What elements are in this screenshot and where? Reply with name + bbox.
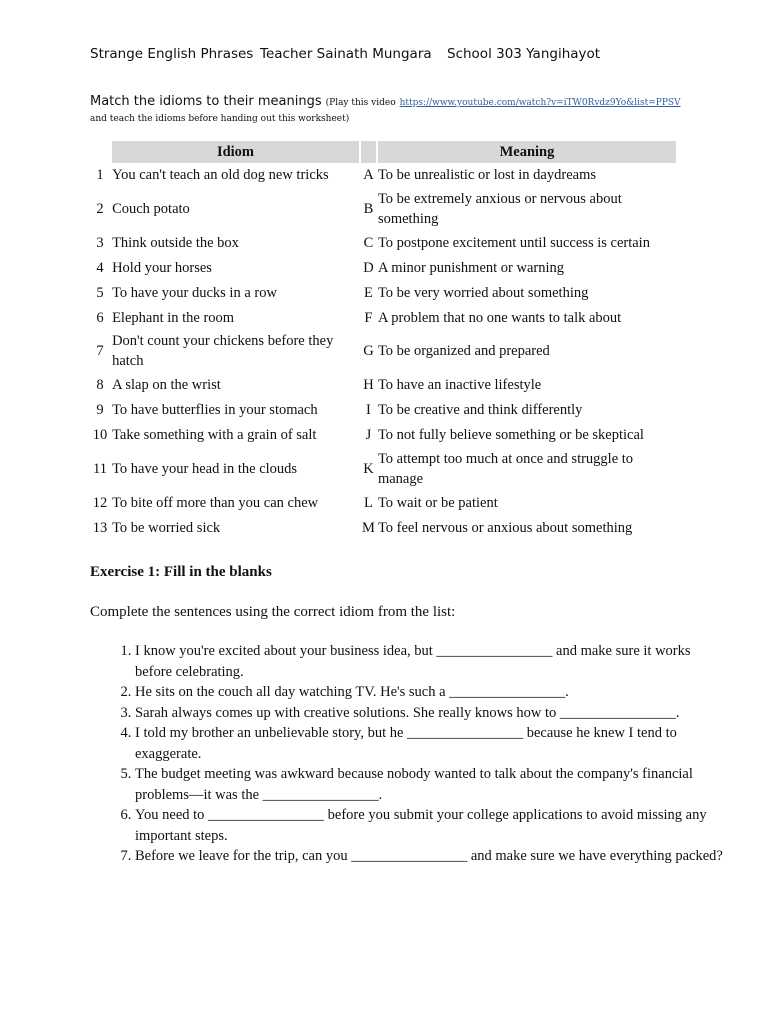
- table-row: [90, 188, 676, 231]
- idiom-text: Think outside the box: [112, 235, 239, 252]
- meaning-letter: C: [363, 235, 374, 252]
- idiom-text: To have your ducks in a row: [112, 284, 277, 301]
- matching-instructions: [90, 94, 690, 126]
- video-link[interactable]: https://www.youtube.com/watch?v=iTW0Rvdz9Yo&list=PPSV: [399, 98, 681, 108]
- instructions-note-suffix: and teach the idioms before handing out this worksheet): [90, 114, 350, 124]
- table-row: [90, 163, 676, 188]
- idiom-text: To have butterflies in your stomach: [112, 402, 318, 419]
- idiom-text: Couch potato: [112, 201, 190, 218]
- table-row: [90, 330, 676, 373]
- meaning-letter: G: [363, 343, 374, 360]
- list-item: 1. I know you're excited about your business idea, but ________________ and make sure it works before celebrating.: [135, 641, 725, 682]
- sentence-list: [90, 641, 725, 867]
- list-item: 4. I told my brother an unbelievable story, but he ________________ because he knew I tend to exaggerate.: [135, 723, 725, 764]
- meaning-letter: A: [363, 167, 374, 184]
- instructions-note-prefix: (Play this video: [325, 98, 396, 108]
- idiom-text: You can't teach an old dog new tricks: [112, 167, 329, 184]
- table-row: [90, 373, 676, 398]
- idiom-column-header: Idiom: [112, 141, 359, 163]
- table-row: [90, 423, 676, 448]
- meaning-letter: K: [363, 460, 374, 477]
- idiom-number: 13: [92, 519, 108, 536]
- list-item: 7. Before we leave for the trip, can you ________________ and make sure we have everything packed?: [135, 846, 725, 867]
- table-header-row: [90, 141, 676, 163]
- teacher-name: Teacher Sainath Mungara: [260, 46, 432, 62]
- idiom-number: 5: [96, 284, 104, 301]
- meaning-text: To wait or be patient: [377, 494, 498, 511]
- meaning-letter: L: [364, 494, 373, 511]
- idiom-number: 6: [96, 309, 104, 326]
- meaning-text: To have an inactive lifestyle: [377, 377, 542, 394]
- idiom-number: 11: [93, 460, 108, 477]
- meaning-text: To not fully believe something or be skeptical: [377, 426, 644, 443]
- meaning-column-header: Meaning: [378, 141, 676, 163]
- idiom-number: 2: [96, 201, 104, 218]
- meaning-text: To attempt too much at once and struggle to manage: [377, 450, 634, 487]
- table-row: [90, 231, 676, 256]
- idiom-text: To be worried sick: [112, 519, 221, 536]
- idiom-text: To bite off more than you can chew: [112, 494, 319, 511]
- idiom-number: 8: [96, 377, 104, 394]
- idiom-text: Take something with a grain of salt: [112, 426, 317, 443]
- table-row: [90, 398, 676, 423]
- meaning-letter: E: [364, 284, 373, 301]
- table-row: [90, 256, 676, 281]
- list-item: 5. The budget meeting was awkward because nobody wanted to talk about the company's financial problems—it was the ________________.: [135, 764, 725, 805]
- idiom-number: 9: [96, 402, 104, 419]
- meaning-letter: J: [365, 426, 372, 443]
- idiom-number: 1: [96, 167, 104, 184]
- meaning-letter: H: [363, 377, 374, 394]
- meaning-text: A minor punishment or warning: [377, 259, 565, 276]
- meaning-text: To postpone excitement until success is certain: [377, 235, 650, 252]
- meaning-text: To be very worried about something: [377, 284, 589, 301]
- school-name: School 303 Yangihayot: [447, 46, 601, 62]
- table-row: [90, 515, 676, 540]
- meaning-letter: F: [364, 309, 373, 326]
- idiom-text: Elephant in the room: [112, 309, 235, 326]
- meaning-letter: M: [361, 519, 375, 536]
- worksheet-title: Strange English Phrases: [90, 46, 254, 62]
- idiom-text: Don't count your chickens before they hatch: [112, 333, 334, 370]
- meaning-text: To be unrealistic or lost in daydreams: [377, 167, 596, 184]
- idiom-number: 7: [96, 343, 104, 360]
- meaning-letter: I: [366, 402, 371, 419]
- table-row: [90, 305, 676, 330]
- meaning-text: To be extremely anxious or nervous about something: [377, 191, 622, 228]
- idiom-number: 3: [96, 235, 104, 252]
- meaning-text: To be creative and think differently: [377, 402, 583, 419]
- table-row: [90, 490, 676, 515]
- idiom-text: Hold your horses: [112, 259, 212, 276]
- instructions-main: Match the idioms to their meanings: [90, 94, 322, 109]
- list-item: 2. He sits on the couch all day watching TV. He's such a ________________.: [135, 682, 725, 703]
- idiom-number: 12: [92, 494, 108, 511]
- meaning-text: To feel nervous or anxious about something: [377, 519, 633, 536]
- list-item: 6. You need to ________________ before you submit your college applications to avoid missing any important steps.: [135, 805, 725, 846]
- idiom-number: 10: [92, 426, 108, 443]
- idiom-number: 4: [96, 259, 104, 276]
- idiom-text: A slap on the wrist: [112, 377, 221, 394]
- worksheet-header: [90, 46, 600, 62]
- idiom-text: To have your head in the clouds: [112, 460, 298, 477]
- table-row: [90, 447, 676, 490]
- table-row: [90, 280, 676, 305]
- idiom-matching-table: [88, 141, 678, 540]
- exercise-title: Exercise 1: Fill in the blanks: [90, 564, 272, 580]
- meaning-letter: B: [363, 201, 374, 218]
- meaning-text: A problem that no one wants to talk about: [377, 309, 622, 326]
- exercise-instruction: Complete the sentences using the correct idiom from the list:: [90, 604, 456, 620]
- meaning-text: To be organized and prepared: [377, 343, 550, 360]
- list-item: 3. Sarah always comes up with creative solutions. She really knows how to ________________.: [135, 703, 725, 724]
- meaning-letter: D: [363, 259, 374, 276]
